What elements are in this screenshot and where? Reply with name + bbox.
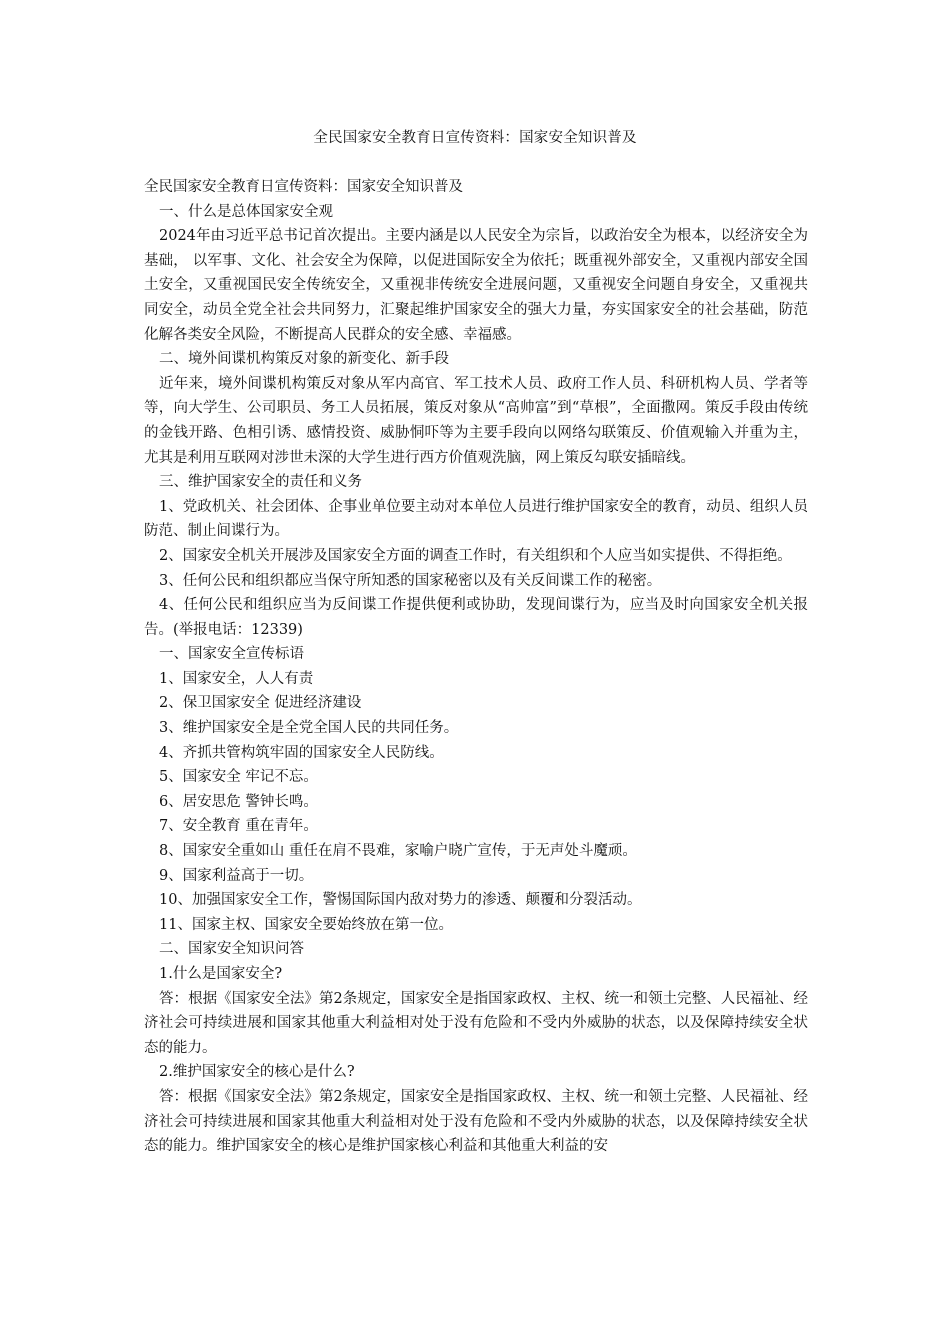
paragraph: 6、居安思危 警钟长鸣。 — [159, 793, 318, 810]
paragraph: 全民国家安全教育日宣传资料：国家安全知识普及 — [144, 179, 463, 195]
paragraph: 三、维护国家安全的责任和义务 — [159, 474, 362, 491]
paragraph: 一、什么是总体国家安全观 — [159, 203, 333, 220]
paragraph: 5、国家安全 牢记不忘。 — [159, 769, 318, 786]
paragraph: 1.什么是国家安全? — [159, 966, 283, 982]
paragraph: 8、国家安全重如山 重任在肩不畏难，家喻户晓广宣传，于无声处斗魔顽。 — [159, 843, 637, 860]
document-title: 全民国家安全教育日宣传资料：国家安全知识普及 — [313, 130, 637, 146]
paragraph: 10、加强国家安全工作，警惕国际国内敌对势力的渗透、颠覆和分裂活动。 — [159, 892, 642, 909]
paragraph: 1、国家安全，人人有责 — [159, 670, 314, 687]
paragraph: 1、党政机关、社会团体、企事业单位要主动对本单位人员进行维护国家安全的教育，动员、组织人员防范、制止间谍行为。 — [144, 498, 808, 540]
paragraph: 2、国家安全机关开展涉及国家安全方面的调查工作时，有关组织和个人应当如实提供、不得拒绝。 — [159, 547, 792, 564]
paragraph: 近年来，境外间谍机构策反对象从军内高官、军工技术人员、政府工作人员、科研机构人员、学者等等，向大学生、公司职员、务工人员拓展，策反对象从“高帅富”到“草根”，全面撒网。策反手段由传统的金钱开路、色相引诱、感情投资、威胁恫吓等为主要手段向以网络勾联策反、价值观输入并重为主，尤其是利用互联网对涉世未深的大学生进行西方价值观洗脑，网上策反勾联安插暗线。 — [144, 375, 808, 466]
paragraph: 3、维护国家安全是全党全国人民的共同任务。 — [159, 720, 459, 737]
document-body — [144, 175, 808, 1159]
paragraph: 二、境外间谍机构策反对象的新变化、新手段 — [159, 351, 449, 368]
paragraph: 4、齐抓共管构筑牢固的国家安全人民防线。 — [159, 744, 444, 761]
paragraph: 7、安全教育 重在青年。 — [159, 818, 318, 835]
paragraph: 2、保卫国家安全 促进经济建设 — [159, 695, 362, 712]
paragraph: 9、国家利益高于一切。 — [159, 867, 314, 884]
paragraph: 11、国家主权、国家安全要始终放在第一位。 — [159, 916, 453, 933]
paragraph: 答：根据《国家安全法》第2条规定，国家安全是指国家政权、主权、统一和领土完整、人民福祉、经济社会可持续进展和国家其他重大利益相对处于没有危险和不受内外威胁的状态，以及保障持续安全状态的能力。维护国家安全的核心是维护国家核心利益和其他重大利益的安 — [144, 1088, 808, 1155]
paragraph: 2024年由习近平总书记首次提出。主要内涵是以人民安全为宗旨，以政治安全为根本，以经济安全为基础， 以军事、文化、社会安全为保障，以促进国际安全为依托；既重视外部安全，又重视内部安全国土安全，又重视国民安全传统安全，又重视非传统安全进展问题，又重视安全问题自身安全，又重视共同安全，动员全党全社会共同努力，汇聚起维护国家安全的强大力量，夯实国家安全的社会基础，防范化解各类安全风险，不断提高人民群众的安全感、幸福感。 — [144, 228, 808, 343]
paragraph: 2.维护国家安全的核心是什么? — [159, 1064, 355, 1081]
paragraph: 4、任何公民和组织应当为反间谍工作提供便利或协助，发现间谍行为，应当及时向国家安全机关报告。(举报电话：12339) — [144, 597, 808, 638]
paragraph: 答：根据《国家安全法》第2条规定，国家安全是指国家政权、主权、统一和领土完整、人民福祉、经济社会可持续进展和国家其他重大利益相对处于没有危险和不受内外威胁的状态，以及保障持续安全状态的能力。 — [144, 990, 808, 1056]
paragraph: 一、国家安全宣传标语 — [159, 646, 304, 663]
paragraph: 二、国家安全知识问答 — [159, 941, 304, 958]
paragraph: 3、任何公民和组织都应当保守所知悉的国家秘密以及有关反间谍工作的秘密。 — [159, 572, 662, 589]
